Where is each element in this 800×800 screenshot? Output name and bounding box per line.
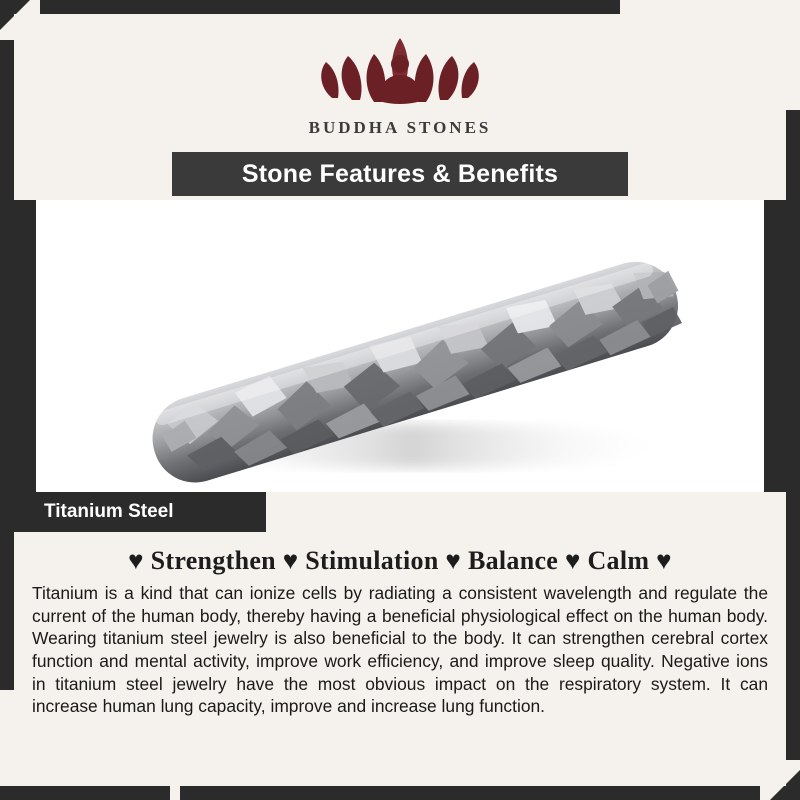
benefits-line: ♥ Strengthen ♥ Stimulation ♥ Balance ♥ Calm ♥ — [128, 546, 672, 575]
lotus-meditation-icon — [14, 28, 786, 114]
content-area — [14, 14, 786, 786]
hero-caption: Titanium Steel — [44, 501, 174, 522]
description-text: Titanium is a kind that can ionize cells by radiating a consistent wavelength and regulate the current of the human body, thereby having a beneficial physiological effect on the human body. Wearing titanium steel jewelry is also beneficial to the body. It can strengthen cerebral cortex function and mental activity, improve work efficiency, and improve sleep quality. Negative ions in titanium steel jewelry have the most obvious impact on the respiratory system. It can increase human lung capacity, improve and increase lung function. — [32, 583, 768, 717]
hero-caption-bar — [14, 492, 786, 532]
frame-notch-right-top — [786, 0, 800, 110]
frame-notch-left-bottom — [0, 690, 14, 800]
hero-image-panel — [14, 200, 786, 492]
frame-notch-top-right — [620, 0, 800, 14]
titanium-steel-crystal-rod-image — [36, 200, 764, 492]
hero-right-bar — [764, 200, 786, 492]
section-title-bar — [14, 152, 786, 196]
page-title: Stone Features & Benefits — [241, 159, 559, 188]
brand-name: BUDDHA STONES — [308, 118, 492, 137]
caption-bar-tail — [266, 492, 786, 532]
hero-left-bar — [14, 200, 36, 492]
frame-bottom-left-accent — [0, 786, 170, 800]
brand-header — [14, 14, 786, 138]
